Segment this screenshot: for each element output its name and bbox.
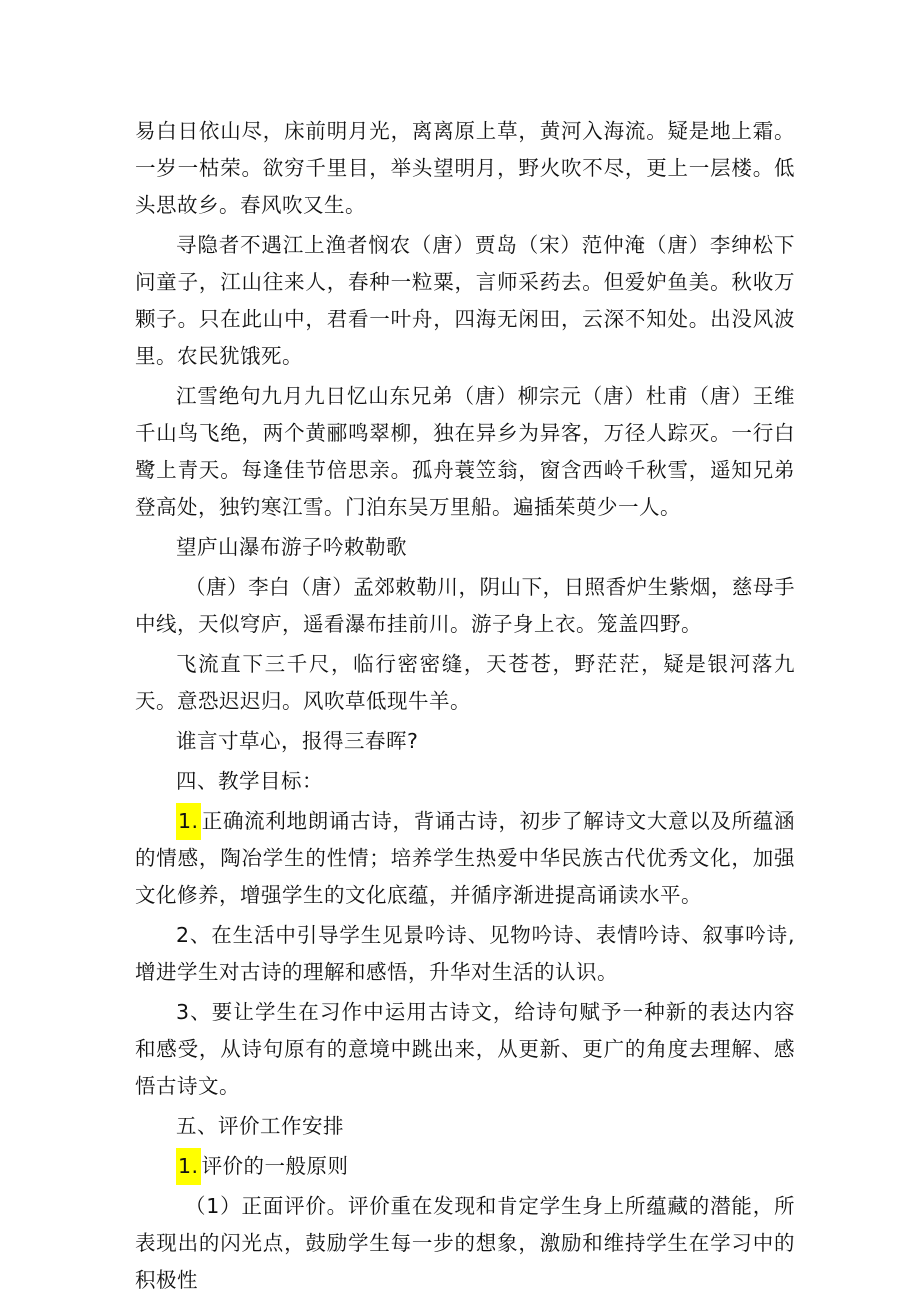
paragraph-text: 飞流直下三千尺，临行密密缝，天苍苍，野茫茫，疑是银河落九天。意恐迟迟归。风吹草低现牛羊。 (135, 652, 795, 713)
paragraph-text: 3、要让学生在习作中运用古诗文，给诗句赋予一种新的表达内容和感受，从诗句原有的意境中跳出来，从更新、更广的角度去理解、感悟古诗文。 (135, 1000, 795, 1098)
paragraph-text: 寻隐者不遇江上渔者悯农（唐）贾岛（宋）范仲淹（唐）李绅松下问童子，江山往来人，春种一粒粟，言师采药去。但爱妒鱼美。秋收万颗子。只在此山中，君看一叶舟，四海无闲田，云深不知处。出没风波里。农民犹饿死。 (135, 233, 795, 368)
paragraph-text: （唐）李白（唐）孟郊敕勒川，阴山下，日照香炉生紫烟，慈母手中线，天似穹庐，遥看瀑布挂前川。游子身上衣。笼盖四野。 (135, 575, 795, 636)
highlighted-list-marker: 1. (176, 1148, 201, 1185)
paragraph-text: 江雪绝句九月九日忆山东兄弟（唐）柳宗元（唐）杜甫（唐）王维千山鸟飞绝，两个黄郦鸣翠柳，独在异乡为异客，万径人踪灭。一行白鹭上青天。每逢佳节倍思亲。孤舟蓑笠翁，窗含西岭千秋雪，遥知兄弟登高处，独钓寒江雪。门泊东吴万里船。遍插茱萸少一人。 (135, 384, 795, 519)
paragraph-text: 望庐山瀑布游子吟敕勒歌 (176, 535, 407, 559)
paragraph-text: 易白日依山尽，床前明月光，离离原上草，黄河入海流。疑是地上霜。一岁一枯荣。欲穷千里目，举头望明月，野火吹不尽，更上一层楼。低头思故乡。春风吹又生。 (135, 119, 795, 217)
heading-text: 四、教学目标： (176, 769, 323, 793)
heading-text: 五、评价工作安排 (176, 1114, 344, 1138)
paragraph-text: （1）正面评价。评价重在发现和肯定学生身上所蕴藏的潜能，所表现出的闪光点，鼓励学生每一步的想象，激励和维持学生在学习中的积极性 (135, 1194, 795, 1292)
list-item-goal-3 (135, 994, 795, 1105)
subheading-text: 评价的一般原则 (201, 1154, 349, 1178)
list-item-goal-1 (135, 803, 795, 914)
document-body (135, 113, 795, 1302)
paragraph-positive-evaluation (135, 1188, 795, 1299)
paragraph-poem-group-2 (135, 378, 795, 526)
paragraph-poem-group-1 (135, 227, 795, 375)
paragraph-poem-group-3 (135, 569, 795, 643)
paragraph-poem-titles-3 (135, 529, 795, 566)
subheading-evaluation-principles (135, 1148, 795, 1185)
paragraph-text: 2、在生活中引导学生见景吟诗、见物吟诗、表情吟诗、叙事吟诗,增进学生对古诗的理解和感悟，升华对生活的认识。 (135, 923, 795, 984)
paragraph-poem-lines-3 (135, 646, 795, 720)
list-item-goal-2 (135, 917, 795, 991)
paragraph-poem-final-line (135, 723, 795, 760)
paragraph-text: 正确流利地朗诵古诗，背诵古诗，初步了解诗文大意以及所蕴涵的情感，陶冶学生的性情；培养学生热爱中华民族古代优秀文化，加强文化修养，增强学生的文化底蕴，并循序渐进提高诵读水平。 (135, 809, 795, 907)
paragraph-text: 谁言寸草心，报得三春晖? (176, 729, 419, 753)
section-heading-teaching-goals (135, 763, 795, 800)
paragraph-poem-lines-1 (135, 113, 795, 224)
highlighted-list-marker: 1. (176, 803, 201, 840)
section-heading-evaluation (135, 1108, 795, 1145)
